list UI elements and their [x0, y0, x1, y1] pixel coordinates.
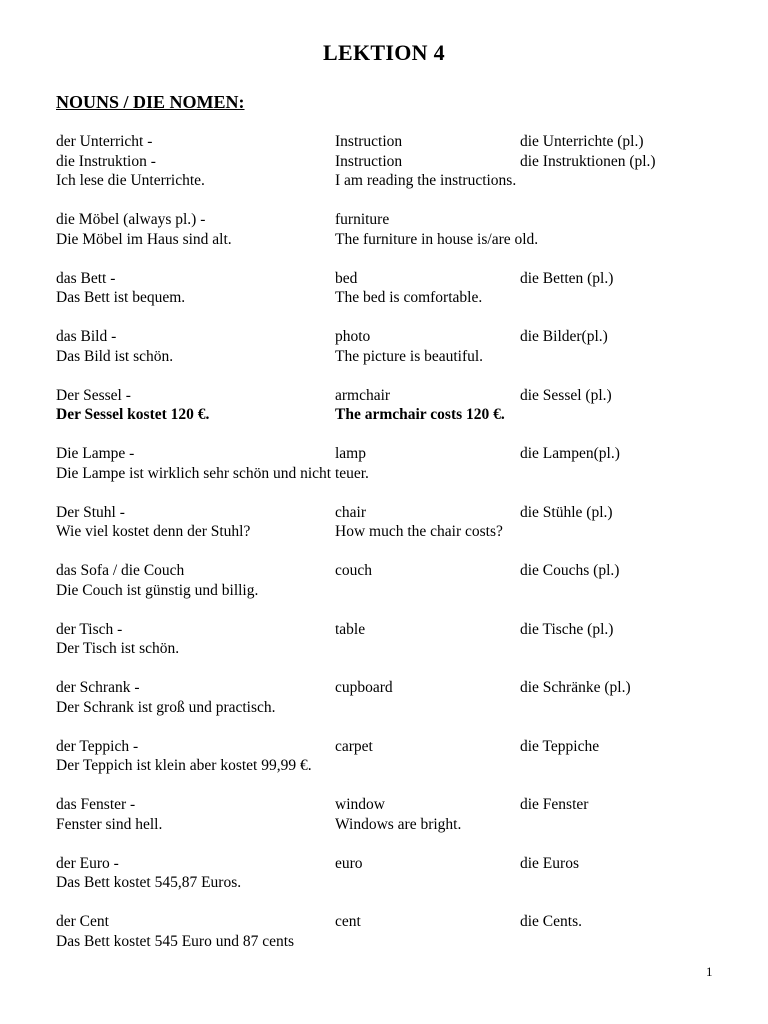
- vocab-term-line: [56, 737, 736, 757]
- german-text: Der Tisch ist schön.: [56, 640, 180, 657]
- vocab-entry: [56, 561, 736, 600]
- english-text: Instruction: [335, 133, 403, 150]
- lesson-title: LEKTION 4: [323, 40, 445, 65]
- german-text: Der Schrank ist groß und practisch.: [56, 698, 276, 716]
- english-text: cent: [335, 913, 361, 930]
- vocab-term-line: [56, 386, 736, 406]
- vocab-term-line: [56, 132, 736, 152]
- english-text: couch: [335, 562, 373, 579]
- vocab-term-line: [56, 269, 736, 289]
- vocab-term-line: [56, 561, 736, 581]
- german-text: der Tisch -: [56, 620, 123, 638]
- plural-form: die Schränke (pl.): [520, 679, 631, 696]
- vocab-term-line: [56, 795, 736, 815]
- german-text: Das Bett ist bequem.: [56, 289, 186, 306]
- english-text: The furniture in house is/are old.: [335, 230, 539, 248]
- vocab-term-line: [56, 503, 736, 523]
- vocab-entry: [56, 132, 736, 191]
- english-text: Windows are bright.: [335, 815, 462, 833]
- vocab-line: [56, 152, 736, 172]
- german-text: Der Sessel kostet 120 €.: [56, 406, 210, 423]
- german-text: Die Möbel im Haus sind alt.: [56, 230, 232, 248]
- german-text: das Bett -: [56, 269, 116, 287]
- vocab-entry: [56, 444, 736, 483]
- english-text: euro: [335, 854, 363, 872]
- english-text: armchair: [335, 386, 391, 404]
- german-text: Der Stuhl -: [56, 503, 125, 521]
- german-text: Das Bett kostet 545,87 Euros.: [56, 874, 242, 891]
- page-number: 1: [706, 964, 713, 979]
- english-text: chair: [335, 503, 366, 521]
- vocab-line: [56, 405, 736, 425]
- german-text: Das Bild ist schön.: [56, 347, 174, 365]
- vocab-line: [56, 639, 736, 659]
- vocab-term-line: [56, 620, 736, 640]
- plural-form: die Unterrichte (pl.): [520, 133, 644, 150]
- vocab-term-line: [56, 210, 736, 230]
- vocab-entry: [56, 620, 736, 659]
- german-text: Ich lese die Unterrichte.: [56, 172, 205, 189]
- german-text: Das Bett kostet 545 Euro und 87 cents: [56, 932, 295, 950]
- vocab-entry: [56, 210, 736, 249]
- english-text: carpet: [335, 737, 373, 755]
- english-text: I am reading the instructions.: [335, 172, 517, 189]
- vocab-term-line: [56, 444, 736, 464]
- plural-form: die Instruktionen (pl.): [520, 152, 656, 170]
- vocab-line: [56, 932, 736, 952]
- english-text: The armchair costs 120 €.: [335, 406, 505, 423]
- vocab-line: [56, 698, 736, 718]
- plural-form: die Bilder(pl.): [520, 328, 608, 345]
- vocab-line: [56, 815, 736, 835]
- german-text: Die Lampe -: [56, 445, 135, 462]
- plural-form: die Tische (pl.): [520, 620, 614, 638]
- vocab-entry: [56, 912, 736, 951]
- german-text: die Möbel (always pl.) -: [56, 211, 206, 228]
- vocab-entry: [56, 737, 736, 776]
- plural-form: die Sessel (pl.): [520, 386, 612, 404]
- german-text: der Schrank -: [56, 679, 140, 696]
- vocab-term-line: [56, 912, 736, 932]
- german-text: das Fenster -: [56, 796, 136, 813]
- german-text: Fenster sind hell.: [56, 815, 163, 833]
- german-text: das Bild -: [56, 328, 117, 345]
- german-text: der Euro -: [56, 854, 119, 872]
- vocab-line: [56, 171, 736, 191]
- german-text: Der Teppich ist klein aber kostet 99,99 €.: [56, 757, 312, 774]
- vocab-entry: [56, 854, 736, 893]
- vocab-line: [56, 522, 736, 542]
- vocab-entry: [56, 678, 736, 717]
- english-text: The bed is comfortable.: [335, 289, 483, 306]
- plural-form: die Stühle (pl.): [520, 503, 613, 521]
- vocab-entry: [56, 795, 736, 834]
- vocab-term-line: [56, 678, 736, 698]
- german-text: das Sofa / die Couch: [56, 562, 185, 579]
- vocab-line: [56, 230, 736, 250]
- plural-form: die Fenster: [520, 796, 589, 813]
- german-text: der Unterricht -: [56, 133, 153, 150]
- german-text: der Cent: [56, 913, 109, 930]
- vocab-term-line: [56, 327, 736, 347]
- section-heading: NOUNS / DIE NOMEN:: [56, 92, 245, 112]
- vocabulary-list: [56, 132, 736, 971]
- german-text: Der Sessel -: [56, 386, 131, 404]
- german-text: Die Lampe ist wirklich sehr schön und nicht teuer.: [56, 464, 369, 482]
- plural-form: die Lampen(pl.): [520, 445, 620, 462]
- english-text: The picture is beautiful.: [335, 347, 484, 365]
- english-text: furniture: [335, 211, 390, 228]
- vocab-entry: [56, 503, 736, 542]
- plural-form: die Betten (pl.): [520, 269, 614, 287]
- german-text: Wie viel kostet denn der Stuhl?: [56, 523, 251, 540]
- english-text: photo: [335, 328, 371, 345]
- vocab-line: [56, 873, 736, 893]
- vocab-line: [56, 288, 736, 308]
- vocab-entry: [56, 386, 736, 425]
- plural-form: die Cents.: [520, 913, 582, 930]
- plural-form: die Teppiche: [520, 737, 600, 755]
- german-text: die Instruktion -: [56, 152, 156, 170]
- vocab-line: [56, 464, 736, 484]
- english-text: cupboard: [335, 679, 393, 696]
- german-text: der Teppich -: [56, 737, 139, 755]
- vocab-entry: [56, 327, 736, 366]
- vocab-line: [56, 756, 736, 776]
- english-text: Instruction: [335, 152, 403, 170]
- english-text: lamp: [335, 445, 366, 462]
- english-text: How much the chair costs?: [335, 523, 503, 540]
- plural-form: die Euros: [520, 854, 579, 872]
- german-text: Die Couch ist günstig und billig.: [56, 581, 259, 599]
- english-text: window: [335, 796, 385, 813]
- plural-form: die Couchs (pl.): [520, 562, 620, 579]
- vocab-term-line: [56, 854, 736, 874]
- vocab-line: [56, 347, 736, 367]
- english-text: table: [335, 620, 366, 638]
- vocab-entry: [56, 269, 736, 308]
- english-text: bed: [335, 269, 358, 287]
- vocab-line: [56, 581, 736, 601]
